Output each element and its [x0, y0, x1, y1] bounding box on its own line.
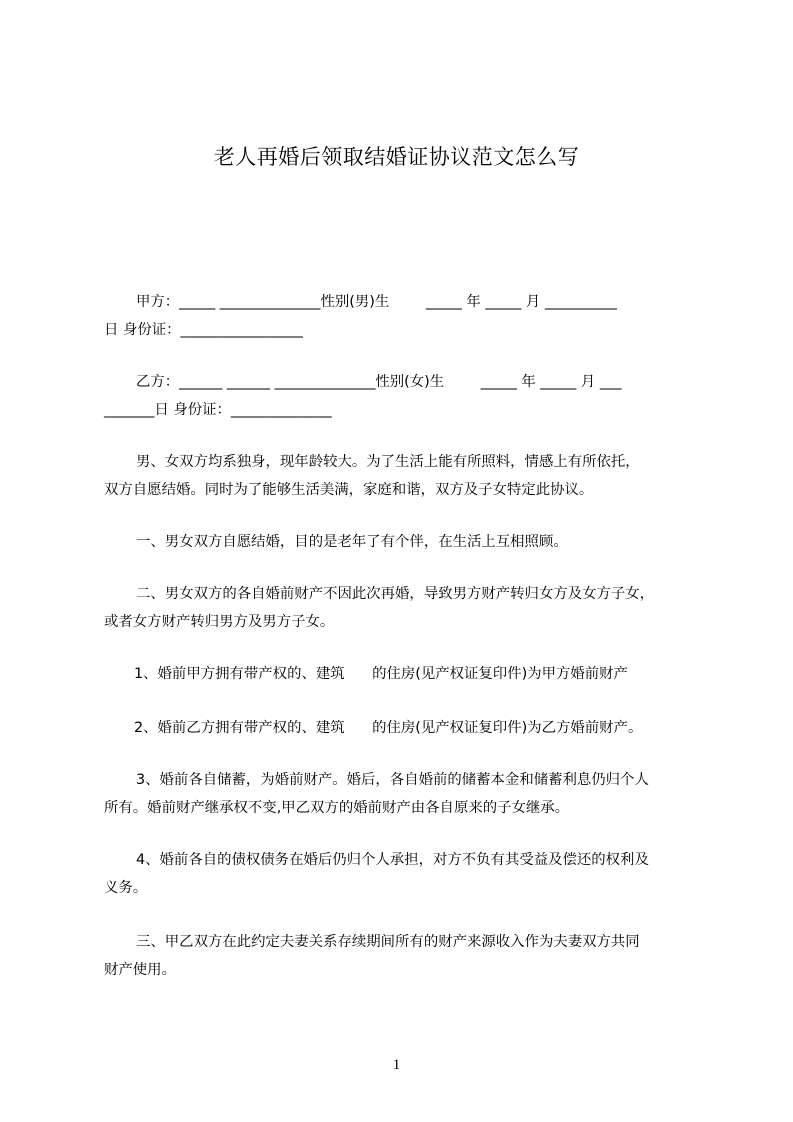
item-3-line-2: 所有。婚前财产继承权不变,甲乙双方的婚前财产由各自原来的子女继承。: [104, 800, 570, 816]
clause-2-line-1: 二、男女双方的各自婚前财产不因此次再婚，导致男方财产转归女方及女方子女，: [136, 586, 655, 602]
party-a-line-2: 日 身份证：_________________: [104, 322, 303, 338]
clause-3-line-2: 财产使用。: [104, 962, 176, 978]
item-4-paragraph: [104, 846, 709, 902]
item-4-line-1: 4、婚前各自的债权债务在婚后仍归个人承担，对方不负有其受益及偿还的权利及: [136, 852, 649, 868]
item-2-line: 2、婚前乙方拥有带产权的、建筑 的住房(见产权证复印件)为乙方婚前财产。: [134, 720, 643, 736]
party-b-line-1: 乙方：______ ______ ______________性别(女)生 _____ 年 _____ 月 ___: [136, 374, 622, 390]
intro-line-2: 双方自愿结婚。同时为了能够生活美满，家庭和谐，双方及子女特定此协议。: [104, 482, 594, 498]
item-4-line-2: 义务。: [104, 880, 148, 896]
item-1-line: 1、婚前甲方拥有带产权的、建筑 的住房(见产权证复印件)为甲方婚前财产: [134, 666, 628, 682]
clause-1-line: 一、男女双方自愿结婚，目的是老年了有个伴，在生活上互相照顾。: [136, 534, 568, 550]
document-title: 老人再婚后领取结婚证协议范文怎么写: [213, 145, 580, 169]
clause-3-line-1: 三、甲乙双方在此约定夫妻关系存续期间所有的财产来源收入作为夫妻双方共同: [136, 934, 640, 950]
party-a-line-1: 甲方：_____ ______________性别(男)生 _____ 年 _____ 月 __________: [136, 294, 617, 310]
clause-1-paragraph: [104, 528, 709, 556]
party-b-line-2: _______日 身份证：______________: [104, 402, 332, 418]
item-3-line-1: 3、婚前各自储蓄，为婚前财产。婚后，各自婚前的储蓄本金和储蓄利息仍归个人: [136, 772, 649, 788]
clause-2-line-2: 或者女方财产转归男方及男方子女。: [104, 614, 335, 630]
clause-3-paragraph: [104, 928, 709, 984]
item-3-paragraph: [104, 766, 709, 822]
party-b-paragraph: [104, 368, 709, 424]
item-2-paragraph: [104, 714, 709, 742]
page-number: 1: [392, 1057, 401, 1073]
item-1-paragraph: [104, 660, 709, 688]
party-a-paragraph: [104, 288, 709, 344]
clause-2-paragraph: [104, 580, 709, 636]
intro-line-1: 男、女双方均系独身，现年龄较大。为了生活上能有所照料，情感上有所依托，: [136, 454, 640, 470]
intro-paragraph: [104, 448, 709, 504]
